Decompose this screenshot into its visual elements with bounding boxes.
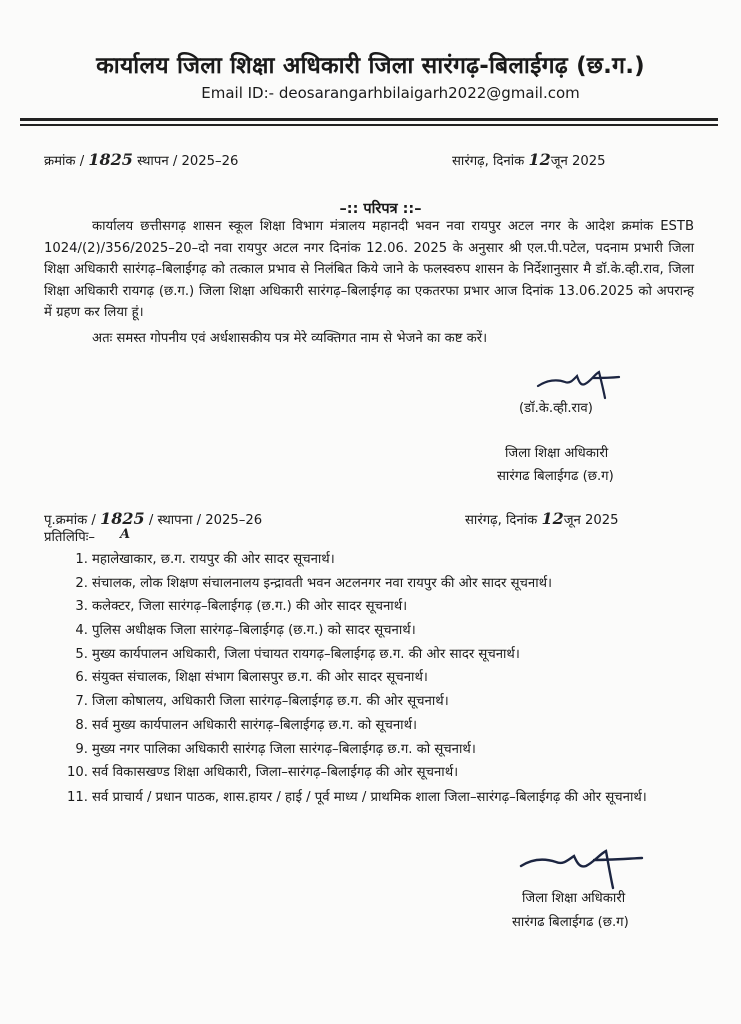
header-rule-thick (20, 118, 718, 121)
list-item: 7. जिला कोषालय, अधिकारी जिला सारंगढ़–बिलाईगढ़ छ.ग. की ओर सूचनार्थ। (75, 694, 449, 710)
reference-date: सारंगढ़, दिनांक 12जून 2025 (452, 150, 606, 169)
copy-to-label: प्रतिलिपिः– (44, 530, 95, 545)
signatory-1-name: (डॉ.के.व्ही.राव) (519, 401, 593, 416)
signatory-1-location: सारंगढ बिलाईगढ (छ.ग) (497, 469, 614, 484)
handwritten-endorsement-day: 12 (541, 509, 564, 528)
endorsement-date: सारंगढ़, दिनांक 12जून 2025 (465, 509, 619, 528)
list-item: 8. सर्व मुख्य कार्यपालन अधिकारी सारंगढ़–बिलाईगढ़ छ.ग. को सूचनार्थ। (75, 717, 417, 733)
handwritten-endorsement-number: 1825 (100, 509, 145, 528)
copy-to-list (30, 550, 735, 808)
list-item: 2. संचालक, लोक शिक्षण संचालनालय इन्द्रावती भवन अटलनगर नवा रायपुर की ओर सादर सूचनार्थ। (75, 575, 553, 591)
handwritten-ref-number: 1825 (88, 150, 133, 169)
list-item: 3. कलेक्टर, जिला सारंगढ़–बिलाईगढ़ (छ.ग.) की ओर सादर सूचनार्थ। (75, 599, 408, 615)
list-item: 5. मुख्य कार्यपालन अधिकारी, जिला पंचायत रायगढ़–बिलाईगढ़ छ.ग. की ओर सादर सूचनार्थ। (75, 646, 520, 662)
reference-number: क्रमांक / 1825 स्थापन / 2025–26 (44, 150, 239, 169)
list-item: 10. सर्व विकासखण्ड शिक्षा अधिकारी, जिला–सारंगढ़–बिलाईगढ़ की ओर सूचनार्थ। (67, 765, 459, 781)
list-item: 9. मुख्य नगर पालिका अधिकारी सारंगढ़ जिला सारंगढ़–बिलाईगढ़ छ.ग. को सूचनार्थ। (75, 741, 476, 757)
office-title: कार्यालय जिला शिक्षा अधिकारी जिला सारंगढ़-बिलाईगढ़ (छ.ग.) (96, 53, 645, 79)
circular-heading: –:: परिपत्र ::– (339, 201, 422, 217)
endorsement-reference-number: पृ.क्रमांक / 1825 / स्थापना / 2025–26 (44, 509, 263, 528)
office-email: Email ID:- deosarangarhbilaigarh2022@gmail.com (201, 84, 580, 102)
signature-2 (518, 846, 648, 892)
list-item: 11. सर्व प्राचार्य / प्रधान पाठक, शास.हायर / हाई / पूर्व माध्य / प्राथमिक शाला जिला–सारंगढ़–बिलाईगढ़ की ओर सूचनार्थ। (67, 789, 647, 805)
header-rule-thin (20, 124, 718, 126)
circular-request-text: अतः समस्त गोपनीय एवं अर्धशासकीय पत्र मेरे व्यक्तिगत नाम से भेजने का कष्ट करें। (92, 330, 488, 346)
signatory-1-designation: जिला शिक्षा अधिकारी (505, 446, 609, 461)
list-item: 1. महालेखाकार, छ.ग. रायपुर की ओर सादर सूचनार्थ। (75, 552, 335, 567)
circular-body (44, 216, 694, 349)
handwritten-date-day: 12 (528, 150, 551, 169)
list-item: 4. पुलिस अधीक्षक जिला सारंगढ़–बिलाईगढ़ (छ.ग.) को सादर सूचनार्थ। (75, 623, 416, 639)
circular-body-text: कार्यालय छत्तीसगढ़ शासन स्कूल शिक्षा विभाग मंत्रालय महानदी भवन नवा रायपुर अटल नगर के आदेश क्रमांक ESTB 1024/(2)/356/2025–20–दो नवा रायपुर अटल नगर दिनांक 12.06. 2025 के अनुसार श्री एल.पी.पटेल, पदनाम प्रभारी जिला शिक्षा अधिकारी सारंगढ़–बिलाईगढ़ को तत्काल प्रभाव से निलंबित किये जाने के फलस्वरुप शासन के निर्देशानुसार मै डॉ.के.व्ही.राव, जिला शिक्षा अधिकारी रायगढ़ (छ.ग.) जिला शिक्षा अधिकारी सारंगढ़–बिलाईगढ़ का एकतरफा प्रभार आज दिनांक 13.06.2025 को अपरान्ह में ग्रहण कर लिया हूं। (44, 219, 694, 320)
handwritten-mark: A (120, 527, 131, 542)
signatory-2-designation: जिला शिक्षा अधिकारी (522, 891, 626, 906)
list-item: 6. संयुक्त संचालक, शिक्षा संभाग बिलासपुर छ.ग. की ओर सादर सूचनार्थ। (75, 670, 428, 686)
signatory-2-location: सारंगढ बिलाईगढ (छ.ग) (512, 915, 629, 930)
